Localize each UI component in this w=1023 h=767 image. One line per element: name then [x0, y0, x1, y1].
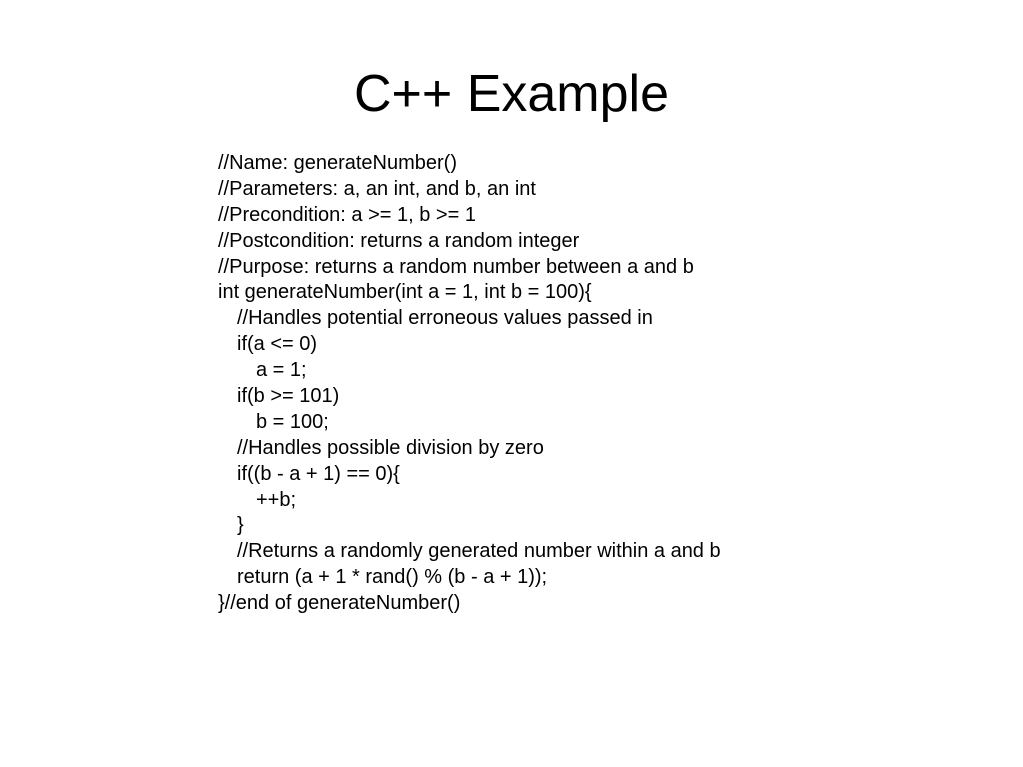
code-line: //Purpose: returns a random number between a and b — [218, 255, 694, 278]
code-line: }//end of generateNumber() — [218, 592, 461, 615]
code-line: if((b - a + 1) == 0){ — [237, 462, 400, 485]
code-line: //Handles potential erroneous values passed in — [237, 307, 653, 330]
code-line: //Handles possible division by zero — [237, 436, 544, 459]
code-line: //Returns a randomly generated number within a and b — [237, 540, 721, 563]
code-line: if(b >= 101) — [237, 385, 340, 408]
code-block — [218, 151, 721, 617]
code-line: //Name: generateNumber() — [218, 152, 457, 174]
slide-title: C++ Example — [353, 65, 670, 123]
code-line: //Postcondition: returns a random integer — [218, 229, 580, 252]
code-line: //Precondition: a >= 1, b >= 1 — [218, 203, 476, 226]
code-line: if(a <= 0) — [237, 333, 318, 356]
code-line: ++b; — [256, 488, 297, 511]
code-line: int generateNumber(int a = 1, int b = 100){ — [218, 281, 592, 304]
code-line: } — [237, 514, 244, 537]
code-line: //Parameters: a, an int, and b, an int — [218, 177, 536, 200]
code-line: a = 1; — [256, 359, 307, 382]
code-line: b = 100; — [256, 410, 329, 433]
code-line: return (a + 1 * rand() % (b - a + 1)); — [237, 566, 548, 589]
